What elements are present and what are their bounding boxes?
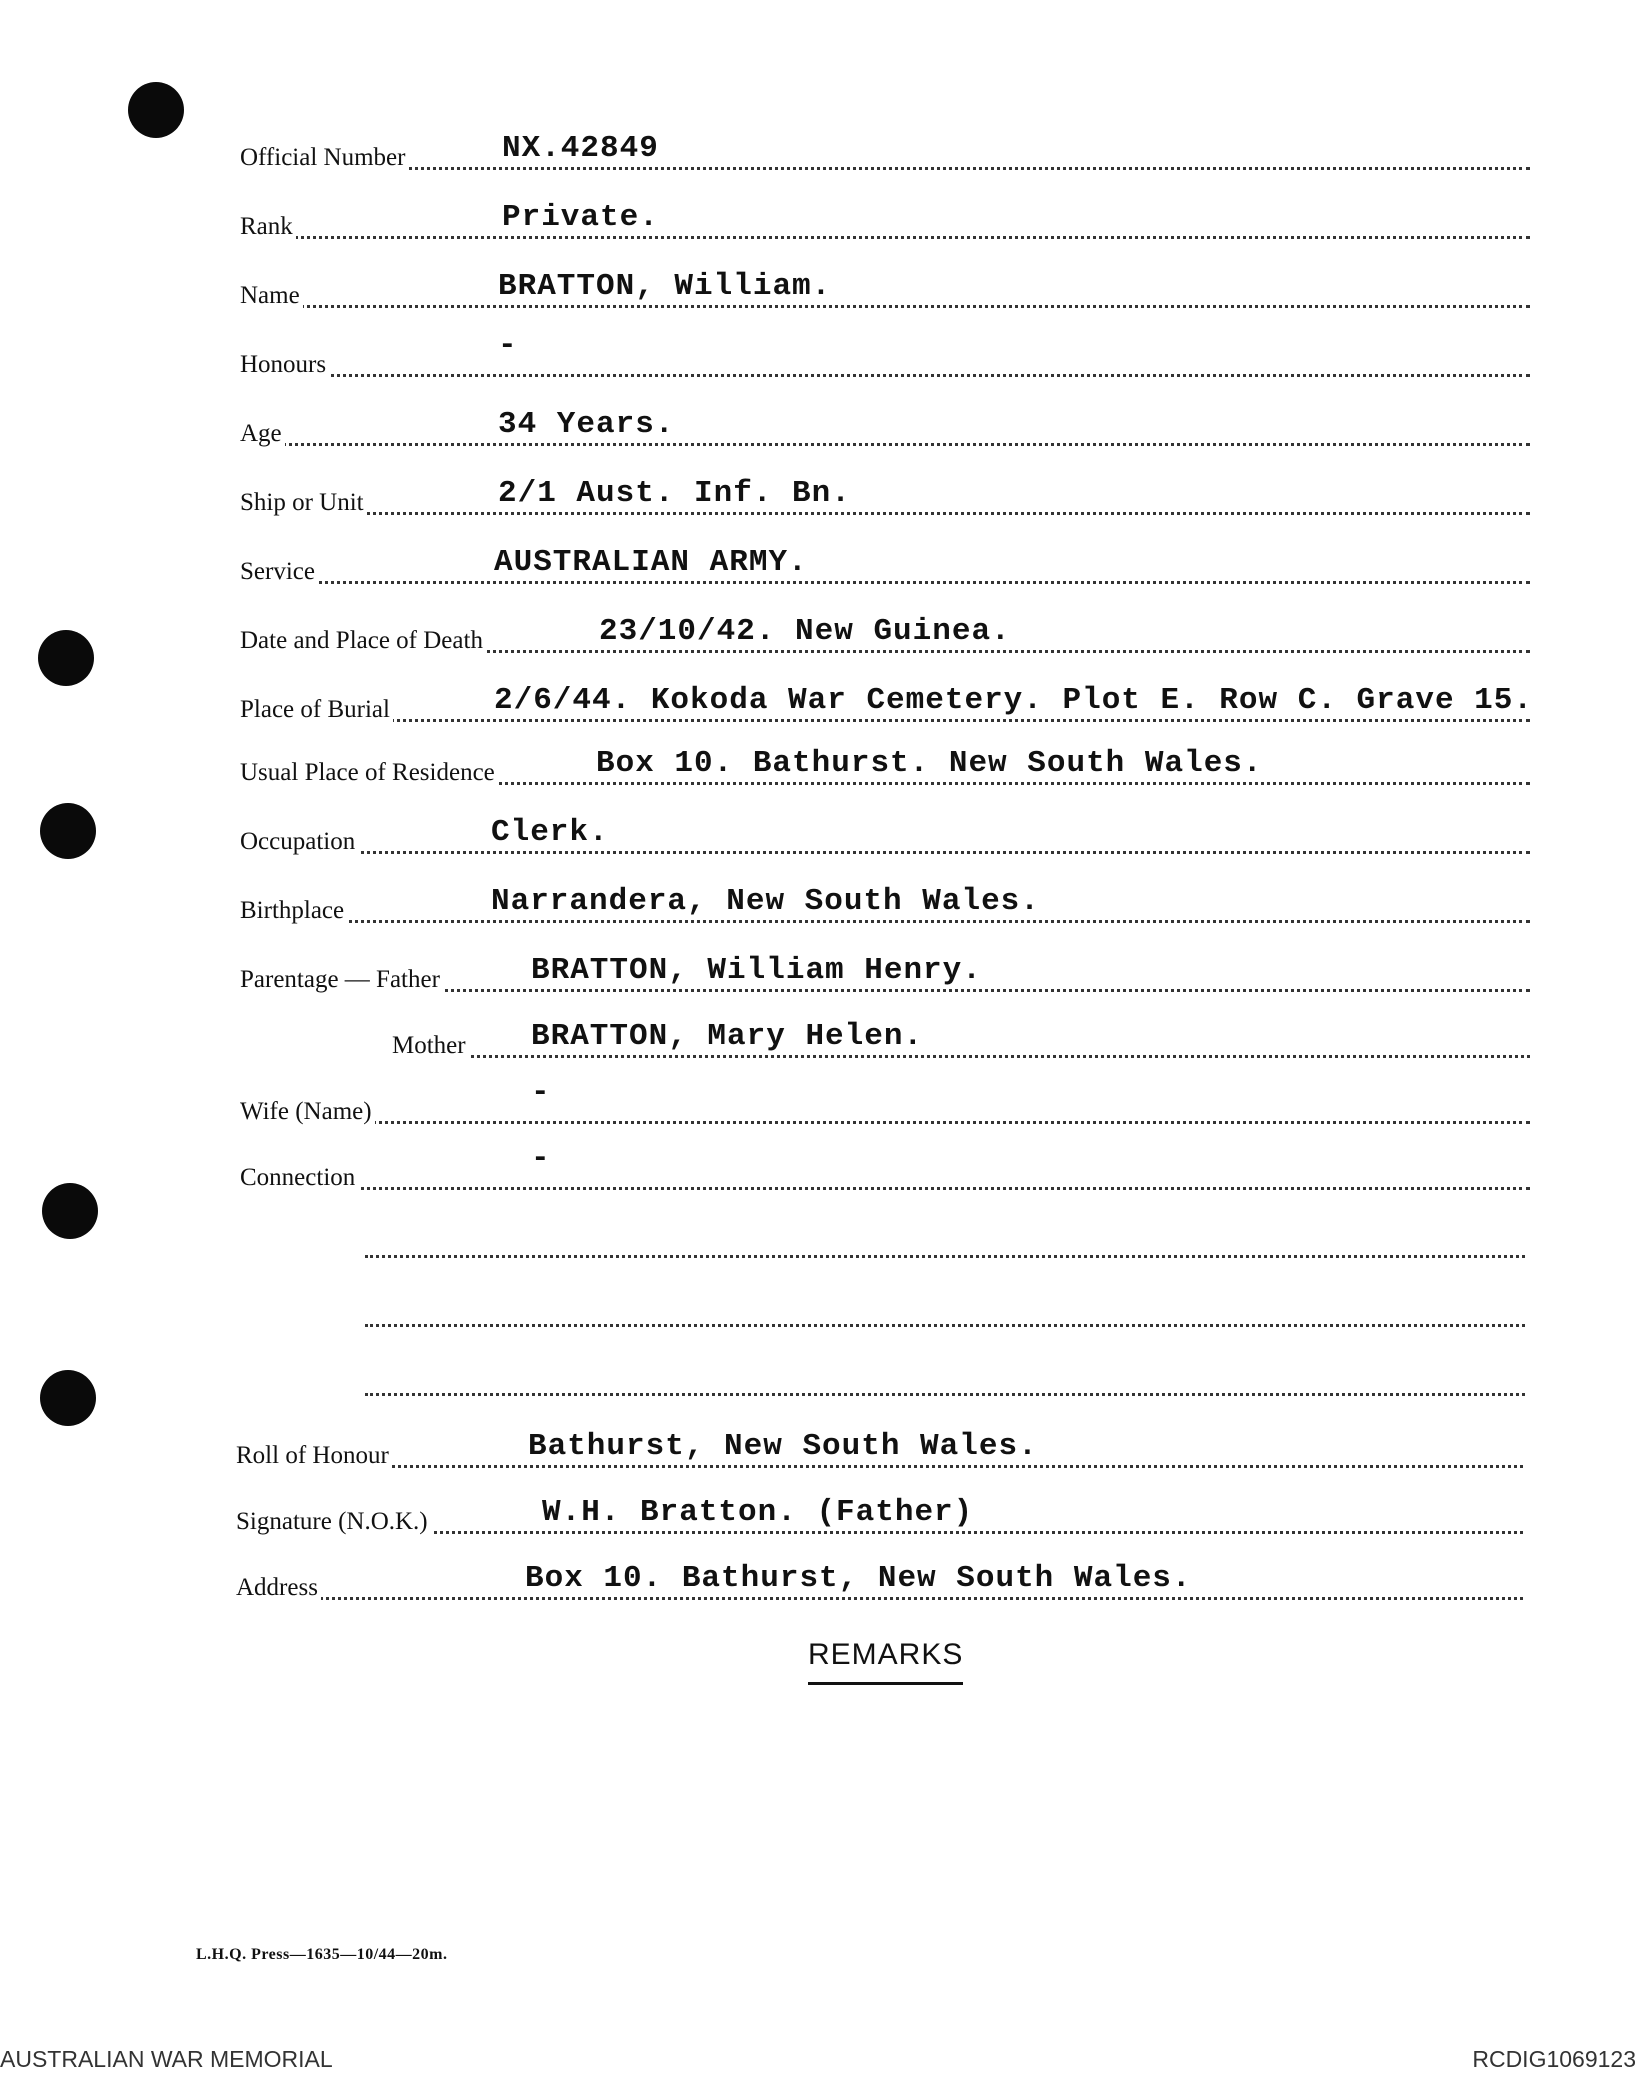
field-usual-residence — [240, 737, 1530, 787]
dotted-leader — [240, 920, 1530, 923]
field-label: Roll of Honour — [236, 1442, 392, 1470]
dotted-leader — [240, 167, 1530, 170]
field-label: Service — [240, 558, 318, 586]
field-value: Bathurst, New South Wales. — [524, 1430, 1042, 1464]
field-value: BRATTON, William Henry. — [527, 954, 986, 988]
binder-hole — [42, 1183, 98, 1239]
field-label: Usual Place of Residence — [240, 759, 498, 787]
field-label: Wife (Name) — [240, 1098, 375, 1126]
field-value: Narrandera, New South Wales. — [487, 885, 1044, 919]
field-value: - — [527, 1142, 555, 1176]
dotted-leader — [240, 305, 1530, 308]
field-address — [236, 1552, 1523, 1602]
field-connection — [240, 1142, 1530, 1192]
field-rank — [240, 191, 1530, 241]
field-label: Place of Burial — [240, 696, 393, 724]
binder-hole — [40, 1370, 96, 1426]
binder-hole — [128, 82, 184, 138]
field-signature-nok — [236, 1486, 1523, 1536]
field-label: Signature (N.O.K.) — [236, 1508, 431, 1536]
field-value: 23/10/42. New Guinea. — [595, 615, 1015, 649]
field-name — [240, 260, 1530, 310]
field-label: Parentage — Father — [240, 966, 443, 994]
dotted-leader — [236, 1465, 1523, 1468]
dotted-leader — [240, 512, 1530, 515]
field-value: BRATTON, Mary Helen. — [527, 1020, 927, 1054]
field-value: Box 10. Bathurst, New South Wales. — [521, 1562, 1196, 1596]
binder-hole — [40, 803, 96, 859]
field-label: Name — [240, 282, 303, 310]
dotted-leader — [365, 1255, 1525, 1258]
remarks-heading: REMARKS — [808, 1638, 963, 1685]
dotted-leader — [240, 236, 1530, 239]
field-label: Official Number — [240, 144, 408, 172]
field-value: 34 Years. — [494, 408, 678, 442]
dotted-leader — [236, 1597, 1523, 1600]
field-label: Rank — [240, 213, 296, 241]
field-label: Birthplace — [240, 897, 347, 925]
field-label: Date and Place of Death — [240, 627, 486, 655]
dotted-leader — [365, 1393, 1525, 1396]
field-value: AUSTRALIAN ARMY. — [490, 546, 812, 580]
field-label: Address — [236, 1574, 321, 1602]
dotted-leader — [240, 443, 1530, 446]
field-parentage-father — [240, 944, 1530, 994]
dotted-leader — [240, 581, 1530, 584]
field-label: Honours — [240, 351, 329, 379]
field-official-number — [240, 122, 1530, 172]
field-label: Age — [240, 420, 285, 448]
blank-line — [365, 1210, 1525, 1260]
dotted-leader — [240, 1187, 1530, 1190]
field-wife-name — [240, 1076, 1530, 1126]
field-label: Mother — [392, 1032, 469, 1060]
field-value: 2/1 Aust. Inf. Bn. — [494, 477, 855, 511]
field-label: Ship or Unit — [240, 489, 367, 517]
field-value: Clerk. — [487, 816, 613, 850]
field-value: NX.42849 — [498, 132, 663, 166]
field-ship-or-unit — [240, 467, 1530, 517]
binder-hole — [38, 630, 94, 686]
blank-line — [365, 1279, 1525, 1329]
field-roll-of-honour — [236, 1420, 1523, 1470]
field-value: W.H. Bratton. (Father) — [538, 1496, 977, 1530]
field-value: Box 10. Bathurst. New South Wales. — [592, 747, 1267, 781]
field-place-of-burial — [240, 674, 1533, 724]
field-label: Connection — [240, 1164, 358, 1192]
field-label: Occupation — [240, 828, 358, 856]
field-service — [240, 536, 1530, 586]
dotted-leader — [240, 851, 1530, 854]
dotted-leader — [392, 1055, 1530, 1058]
dotted-leader — [240, 374, 1530, 377]
blank-line — [365, 1348, 1525, 1398]
field-occupation — [240, 806, 1530, 856]
dotted-leader — [240, 719, 1530, 722]
field-date-place-of-death — [240, 605, 1530, 655]
field-value: - — [494, 329, 522, 363]
print-note: L.H.Q. Press—1635—10/44—20m. — [196, 1946, 448, 1963]
dotted-leader — [240, 1121, 1530, 1124]
field-value: - — [527, 1076, 555, 1110]
field-parentage-mother — [240, 1010, 1530, 1060]
field-age — [240, 398, 1530, 448]
footer-archive-name: AUSTRALIAN WAR MEMORIAL — [0, 2046, 333, 2072]
footer-record-id: RCDIG1069123 — [1472, 2046, 1636, 2072]
field-value: Private. — [498, 201, 663, 235]
dotted-leader — [365, 1324, 1525, 1327]
field-value: BRATTON, William. — [494, 270, 835, 304]
field-birthplace — [240, 875, 1530, 925]
field-value: 2/6/44. Kokoda War Cemetery. Plot E. Row C. Grave 15. — [490, 684, 1537, 718]
field-honours — [240, 329, 1530, 379]
